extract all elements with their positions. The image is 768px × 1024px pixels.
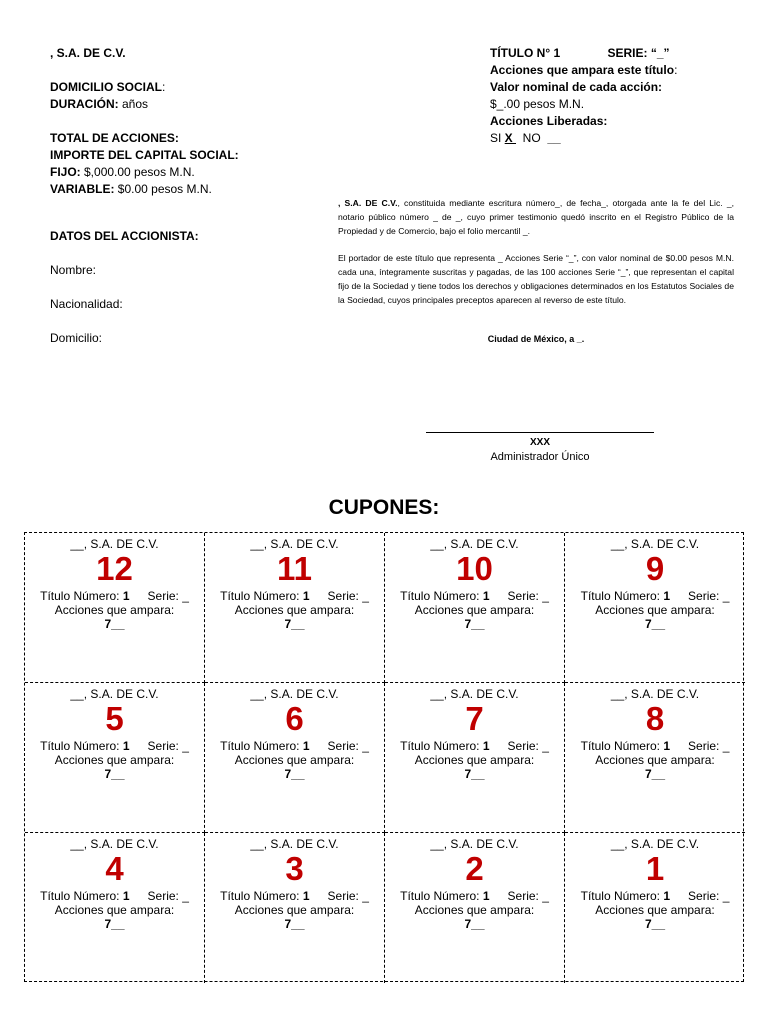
- coupon-titulo-row: [565, 739, 745, 753]
- coupon-titulo-label: Título Número:: [400, 889, 483, 903]
- titulo-serie-row: [490, 45, 750, 62]
- coupon-cell: [565, 533, 745, 683]
- coupon-acciones-label: Acciones que ampara:: [414, 603, 535, 617]
- variable-label: VARIABLE:: [50, 182, 115, 196]
- coupon-titulo-row: [25, 739, 204, 753]
- coupon-acciones-label: Acciones que ampara:: [595, 603, 715, 617]
- coupon-grid: [24, 532, 744, 982]
- coupon-acciones-label: Acciones que ampara:: [414, 753, 535, 767]
- coupon-titulo-value: 1: [122, 739, 130, 753]
- city-date: Ciudad de México, a _.: [487, 334, 585, 344]
- importe-capital-label: IMPORTE DEL CAPITAL SOCIAL:: [50, 148, 239, 162]
- coupon-company: __, S.A. DE C.V.: [610, 837, 700, 851]
- coupon-cell: [25, 833, 205, 983]
- domicilio-accionista-label: Domicilio:: [50, 331, 103, 345]
- coupon-serie-label: Serie: _: [147, 889, 189, 903]
- coupon-cell: [385, 833, 565, 983]
- coupon-titulo-label: Título Número:: [220, 739, 303, 753]
- coupon-serie-label: Serie: _: [327, 589, 369, 603]
- titulo-number-label: TÍTULO N° 1: [490, 46, 561, 60]
- coupon-cell: [385, 533, 565, 683]
- coupon-titulo-value: 1: [482, 889, 490, 903]
- signature-role: Administrador Único: [490, 451, 590, 463]
- coupon-serie-label: Serie: _: [688, 589, 730, 603]
- coupon-number: 4: [105, 850, 124, 887]
- fijo-row: [50, 164, 310, 181]
- coupon-titulo-row: [565, 589, 745, 603]
- acciones-ampara-row: [490, 62, 750, 79]
- coupon-number: 6: [285, 700, 304, 737]
- coupon-titulo-value: 1: [482, 589, 490, 603]
- coupon-company: __, S.A. DE C.V.: [70, 837, 159, 851]
- coupon-titulo-row: [205, 739, 384, 753]
- coupon-acciones-value: 7__: [644, 617, 666, 631]
- coupon-number: 8: [645, 700, 665, 737]
- coupon-cell: [565, 833, 745, 983]
- coupon-cell: [205, 533, 385, 683]
- coupon-serie-label: Serie: _: [688, 739, 730, 753]
- coupon-serie-label: Serie: _: [507, 739, 549, 753]
- paragraph-company: , S.A. DE C.V.: [338, 198, 398, 208]
- coupon-cell: [25, 683, 205, 833]
- coupon-acciones-value: 7__: [644, 917, 666, 931]
- coupon-acciones-value: 7__: [104, 917, 125, 931]
- company-name: , S.A. DE C.V.: [50, 46, 126, 60]
- coupon-acciones-label: Acciones que ampara:: [414, 903, 535, 917]
- coupon-titulo-label: Título Número:: [220, 589, 303, 603]
- duracion-value: años: [118, 97, 149, 111]
- coupon-company: __, S.A. DE C.V.: [610, 687, 700, 701]
- coupon-acciones-value: 7__: [104, 617, 125, 631]
- coupon-titulo-label: Título Número:: [220, 889, 303, 903]
- coupon-acciones-label: Acciones que ampara:: [234, 603, 355, 617]
- coupon-company: __, S.A. DE C.V.: [250, 687, 339, 701]
- coupon-company: __, S.A. DE C.V.: [430, 537, 519, 551]
- coupon-number: 9: [645, 550, 665, 587]
- coupon-company: __, S.A. DE C.V.: [430, 837, 519, 851]
- coupon-number: 1: [645, 850, 665, 887]
- variable-value: $0.00 pesos M.N.: [114, 182, 212, 196]
- coupon-titulo-label: Título Número:: [580, 589, 664, 603]
- fijo-value: $,000.00 pesos M.N.: [80, 165, 195, 179]
- signature-name: XXX: [529, 437, 550, 448]
- coupon-titulo-value: 1: [663, 889, 671, 903]
- coupon-titulo-row: [385, 889, 564, 903]
- coupon-number: 11: [277, 550, 312, 587]
- coupon-company: __, S.A. DE C.V.: [250, 837, 339, 851]
- coupon-cell: [25, 533, 205, 683]
- coupon-acciones-label: Acciones que ampara:: [595, 753, 715, 767]
- bearer-paragraph: El portador de este título que representa _ Acciones Serie “_”, con valor nominal de $0.00 pesos M.N. cada una, íntegramente suscritas y pagadas, de las 100 acciones Serie “_”, que representan el capital fijo de la Sociedad y tiene todos los derechos y obligaciones determinados en los Estatutos Sociales de la Sociedad, cuyos principales preceptos aparecen al reverso de este título.: [338, 253, 734, 305]
- variable-row: [50, 181, 310, 198]
- duracion-label: DURACIÓN:: [50, 97, 119, 111]
- coupon-acciones-label: Acciones que ampara:: [234, 903, 355, 917]
- coupon-acciones-value: 7__: [464, 617, 485, 631]
- coupon-acciones-label: Acciones que ampara:: [595, 903, 715, 917]
- domicilio-social-row: [50, 79, 310, 96]
- coupon-serie-label: Serie: _: [507, 889, 549, 903]
- valor-nominal-value: $_.00 pesos M.N.: [490, 97, 585, 111]
- coupon-titulo-value: 1: [122, 889, 130, 903]
- coupon-titulo-row: [25, 589, 204, 603]
- coupon-titulo-value: 1: [302, 739, 310, 753]
- no-value: __: [547, 131, 561, 145]
- si-value: X: [504, 131, 517, 145]
- acciones-ampara-colon: :: [674, 63, 678, 77]
- coupon-acciones-value: 7__: [464, 767, 485, 781]
- no-label: NO: [516, 131, 548, 145]
- coupon-titulo-label: Título Número:: [40, 739, 123, 753]
- coupon-company: __, S.A. DE C.V.: [250, 537, 339, 551]
- coupon-serie-label: Serie: _: [688, 889, 730, 903]
- coupon-company: __, S.A. DE C.V.: [70, 687, 159, 701]
- coupon-serie-label: Serie: _: [327, 739, 369, 753]
- paragraph-text: , constituida mediante escritura número_, de fecha_, otorgada ante la fe del Lic. _, notario público número _ de _, cuyo primer testimonio quedó inscrito en el Registro Público de la Propiedad y de Comercio, bajo el folio mercantil _.: [338, 198, 734, 236]
- coupon-acciones-label: Acciones que ampara:: [54, 603, 175, 617]
- coupon-serie-label: Serie: _: [327, 889, 369, 903]
- coupon-serie-label: Serie: _: [147, 589, 189, 603]
- total-acciones-label: TOTAL DE ACCIONES:: [50, 131, 179, 145]
- coupon-acciones-label: Acciones que ampara:: [54, 753, 175, 767]
- coupon-titulo-value: 1: [302, 589, 310, 603]
- coupon-titulo-label: Título Número:: [40, 589, 123, 603]
- datos-accionista-label: DATOS DEL ACCIONISTA:: [50, 229, 199, 243]
- coupon-number: 2: [465, 850, 484, 887]
- coupon-cell: [565, 683, 745, 833]
- coupon-company: __, S.A. DE C.V.: [70, 537, 159, 551]
- signature-line: [426, 432, 654, 433]
- coupon-titulo-label: Título Número:: [580, 889, 664, 903]
- coupon-acciones-value: 7__: [464, 917, 485, 931]
- coupon-titulo-label: Título Número:: [400, 739, 483, 753]
- coupon-number: 10: [456, 550, 493, 587]
- coupon-acciones-value: 7__: [104, 767, 125, 781]
- nombre-label: Nombre:: [50, 263, 97, 277]
- nacionalidad-label: Nacionalidad:: [50, 297, 123, 311]
- company-info-block: [50, 45, 310, 347]
- coupon-cell: [205, 833, 385, 983]
- coupon-serie-label: Serie: _: [507, 589, 549, 603]
- serie-label: SERIE: “_”: [607, 46, 670, 60]
- constitution-paragraph: [338, 196, 734, 238]
- coupon-titulo-label: Título Número:: [400, 589, 483, 603]
- acciones-liberadas-label: Acciones Liberadas:: [490, 114, 608, 128]
- fijo-label: FIJO:: [50, 165, 81, 179]
- coupon-number: 3: [285, 850, 304, 887]
- si-label: SI: [490, 131, 505, 145]
- title-info-block: [490, 45, 750, 147]
- coupon-titulo-label: Título Número:: [40, 889, 123, 903]
- coupon-cell: [205, 683, 385, 833]
- coupon-titulo-value: 1: [302, 889, 310, 903]
- domicilio-social-label: DOMICILIO SOCIAL: [50, 80, 162, 94]
- coupon-acciones-value: 7__: [644, 767, 666, 781]
- cupones-title: CUPONES:: [328, 496, 440, 519]
- coupon-number: 5: [105, 700, 124, 737]
- coupon-titulo-value: 1: [482, 739, 490, 753]
- coupon-titulo-row: [205, 589, 384, 603]
- coupon-titulo-row: [385, 739, 564, 753]
- coupon-acciones-label: Acciones que ampara:: [54, 903, 175, 917]
- acciones-ampara-label: Acciones que ampara este título: [490, 63, 675, 77]
- coupon-acciones-value: 7__: [284, 917, 305, 931]
- coupon-titulo-value: 1: [663, 589, 671, 603]
- coupon-titulo-row: [205, 889, 384, 903]
- coupon-number: 7: [465, 700, 484, 737]
- coupon-titulo-row: [385, 589, 564, 603]
- coupon-titulo-label: Título Número:: [580, 739, 664, 753]
- coupon-cell: [385, 683, 565, 833]
- coupon-company: __, S.A. DE C.V.: [430, 687, 519, 701]
- coupon-serie-label: Serie: _: [147, 739, 189, 753]
- coupon-titulo-value: 1: [663, 739, 671, 753]
- coupon-titulo-row: [25, 889, 204, 903]
- domicilio-social-colon: :: [162, 80, 166, 94]
- duracion-row: [50, 96, 310, 113]
- coupon-company: __, S.A. DE C.V.: [610, 537, 700, 551]
- valor-nominal-label: Valor nominal de cada acción:: [490, 80, 663, 94]
- coupon-acciones-label: Acciones que ampara:: [234, 753, 355, 767]
- coupon-titulo-row: [565, 889, 745, 903]
- coupon-acciones-value: 7__: [284, 617, 305, 631]
- coupon-acciones-value: 7__: [284, 767, 305, 781]
- liberadas-row: [490, 130, 750, 147]
- coupon-titulo-value: 1: [122, 589, 130, 603]
- coupon-number: 12: [96, 550, 133, 587]
